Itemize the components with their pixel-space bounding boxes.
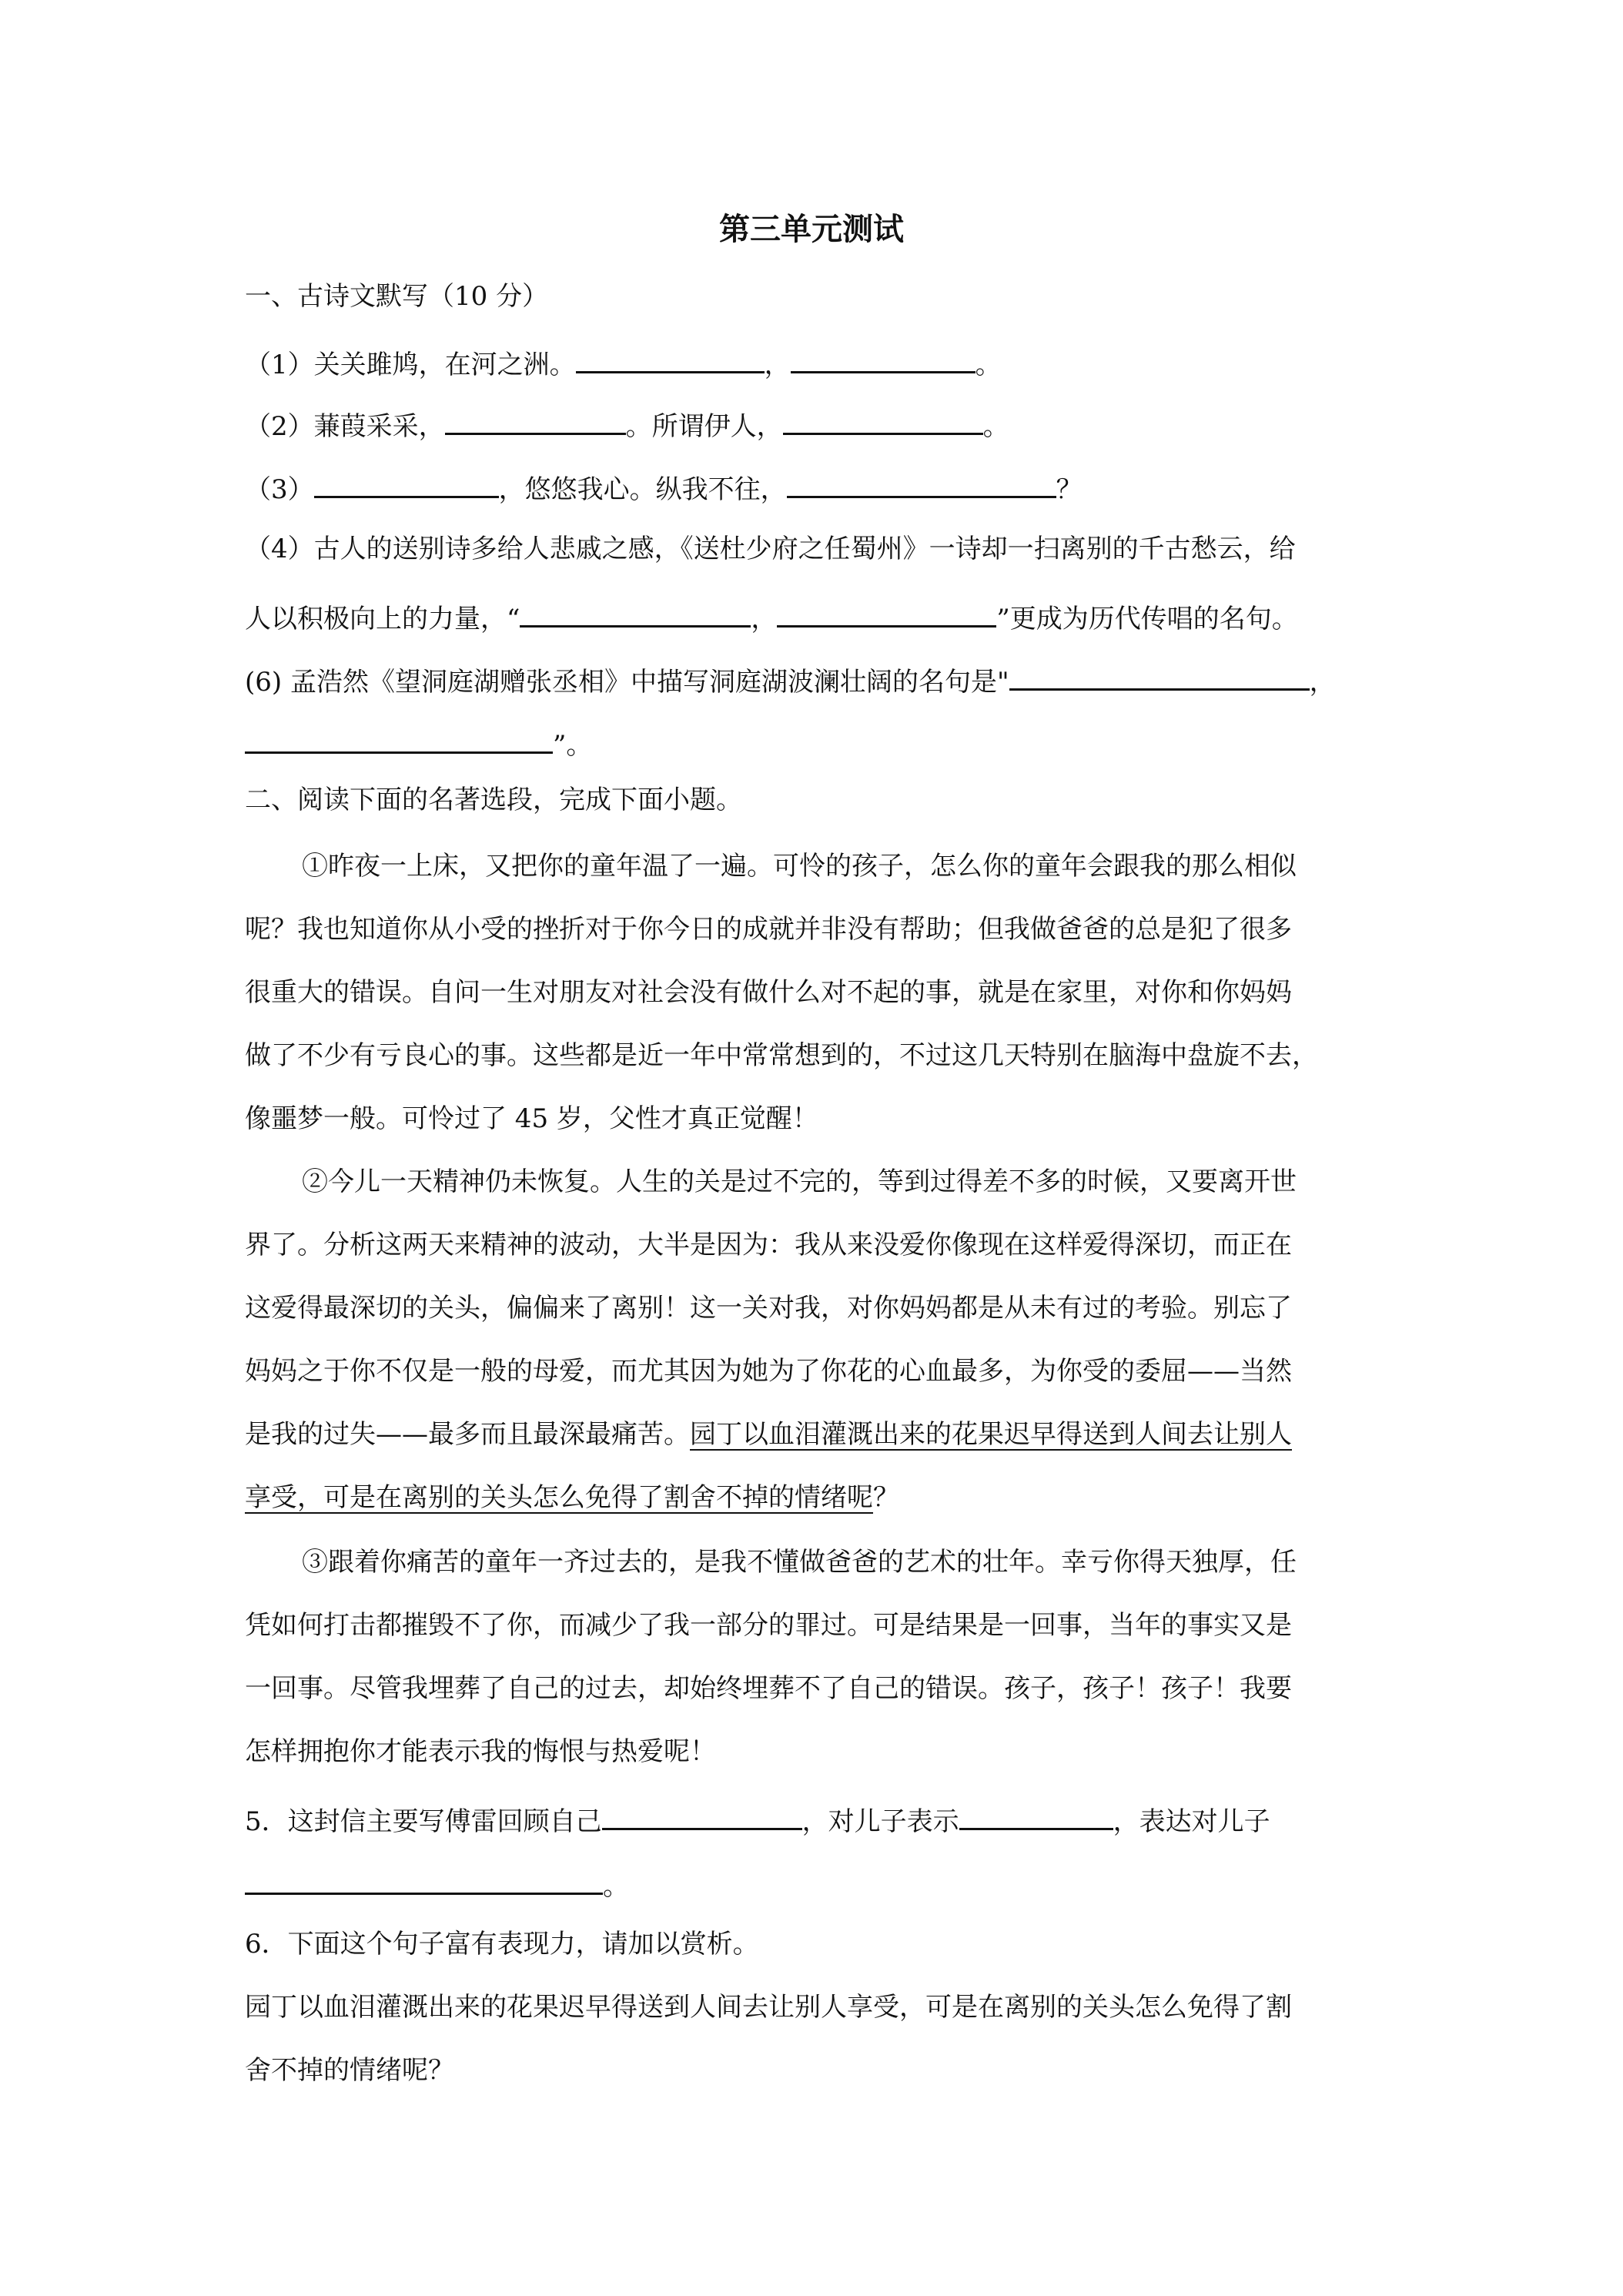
page-title: 第三单元测试 xyxy=(719,211,904,247)
question-5-line2: 。 xyxy=(245,1866,629,1899)
underlined-sentence: 享受，可是在离别的关头怎么免得了割舍不掉的情绪呢 xyxy=(245,1482,873,1513)
question-6-prompt: 6．下面这个句子富有表现力，请加以赏析。 xyxy=(245,1929,759,1960)
answer-blank[interactable] xyxy=(245,725,553,754)
answer-blank[interactable] xyxy=(314,470,499,498)
question-3: （3） ，悠悠我心。纵我不往， ？ xyxy=(245,470,1083,503)
answer-blank[interactable] xyxy=(787,470,1056,498)
answer-blank[interactable] xyxy=(959,1802,1113,1830)
paragraph-3-line: ③跟着你痛苦的童年一齐过去的，是我不懂做爸爸的艺术的壮年。幸亏你得天独厚，任 xyxy=(302,1547,1297,1578)
answer-blank[interactable] xyxy=(602,1802,802,1830)
paragraph-1-line: 像噩梦一般。可怜过了 45 岁，父性才真正觉醒！ xyxy=(245,1103,818,1134)
paragraph-3-line: 凭如何打击都摧毁不了你，而减少了我一部分的罪过。可是结果是一回事，当年的事实又是 xyxy=(245,1610,1292,1641)
question-2: （2）蒹葭采采， 。所谓伊人， 。 xyxy=(245,407,1009,440)
question-4-line2: 人以积极向上的力量，“ ， ”更成为历代传唱的名句。 xyxy=(245,599,1298,632)
paragraph-2-line: 界了。分析这两天来精神的波动，大半是因为：我从来没爱你像现在这样爱得深切，而正在 xyxy=(245,1230,1292,1260)
question-1: （1）关关雎鸠，在河之洲。 ， 。 xyxy=(245,345,1002,378)
question-4-line1: （4）古人的送别诗多给人悲戚之感，《送杜少府之任蜀州》一诗却一扫离别的千古愁云，给 xyxy=(245,534,1296,564)
answer-blank[interactable] xyxy=(445,407,626,435)
paragraph-2-line: 这爱得最深切的关头，偏偏来了离别！这一关对我，对你妈妈都是从未有过的考验。别忘了 xyxy=(245,1293,1292,1324)
paragraph-2-line: 享受，可是在离别的关头怎么免得了割舍不掉的情绪呢？ xyxy=(245,1482,899,1513)
underlined-sentence: 园丁以血泪灌溉出来的花果迟早得送到人间去让别人 xyxy=(690,1419,1292,1450)
paragraph-3-line: 怎样拥抱你才能表示我的悔恨与热爱呢！ xyxy=(245,1736,716,1767)
paragraph-1-line: 很重大的错误。自问一生对朋友对社会没有做什么对不起的事，就是在家里，对你和你妈妈 xyxy=(245,977,1292,1008)
question-6-line1: (6) 孟浩然《望洞庭湖赠张丞相》中描写洞庭湖波澜壮阔的名句是" ， xyxy=(245,662,1336,695)
question-6-sentence: 舍不掉的情绪呢？ xyxy=(245,2055,454,2086)
paragraph-1-line: 呢？我也知道你从小受的挫折对于你今日的成就并非没有帮助；但我做爸爸的总是犯了很多 xyxy=(245,914,1292,945)
question-6-line2: ”。 xyxy=(245,725,592,758)
section2-heading: 二、阅读下面的名著选段，完成下面小题。 xyxy=(245,785,742,815)
paragraph-1-line: 做了不少有亏良心的事。这些都是近一年中常常想到的，不过这几天特别在脑海中盘旋不去， xyxy=(245,1040,1318,1071)
paragraph-2-line: ②今儿一天精神仍未恢复。人生的关是过不完的，等到过得差不多的时候，又要离开世 xyxy=(302,1166,1297,1197)
question-6-sentence: 园丁以血泪灌溉出来的花果迟早得送到人间去让别人享受，可是在离别的关头怎么免得了割 xyxy=(245,1992,1292,2023)
answer-blank[interactable] xyxy=(791,345,975,373)
question-5-line1: 5．这封信主要写傅雷回顾自己 ，对儿子表示 ，表达对儿子 xyxy=(245,1802,1270,1835)
paragraph-2-line: 是我的过失——最多而且最深最痛苦。园丁以血泪灌溉出来的花果迟早得送到人间去让别人 xyxy=(245,1419,1292,1450)
paragraph-2-line: 妈妈之于你不仅是一般的母爱，而尤其因为她为了你花的心血最多，为你受的委屈——当然 xyxy=(245,1356,1292,1387)
answer-blank[interactable] xyxy=(245,1866,603,1895)
answer-blank[interactable] xyxy=(520,599,751,628)
paragraph-3-line: 一回事。尽管我埋葬了自己的过去，却始终埋葬不了自己的错误。孩子，孩子！孩子！我要 xyxy=(245,1673,1292,1704)
answer-blank[interactable] xyxy=(576,345,765,373)
paragraph-1-line: ①昨夜一上床，又把你的童年温了一遍。可怜的孩子，怎么你的童年会跟我的那么相似 xyxy=(302,851,1297,882)
answer-blank[interactable] xyxy=(1009,662,1310,691)
answer-blank[interactable] xyxy=(783,407,983,435)
section1-heading: 一、古诗文默写（10 分） xyxy=(245,281,549,312)
answer-blank[interactable] xyxy=(777,599,996,628)
